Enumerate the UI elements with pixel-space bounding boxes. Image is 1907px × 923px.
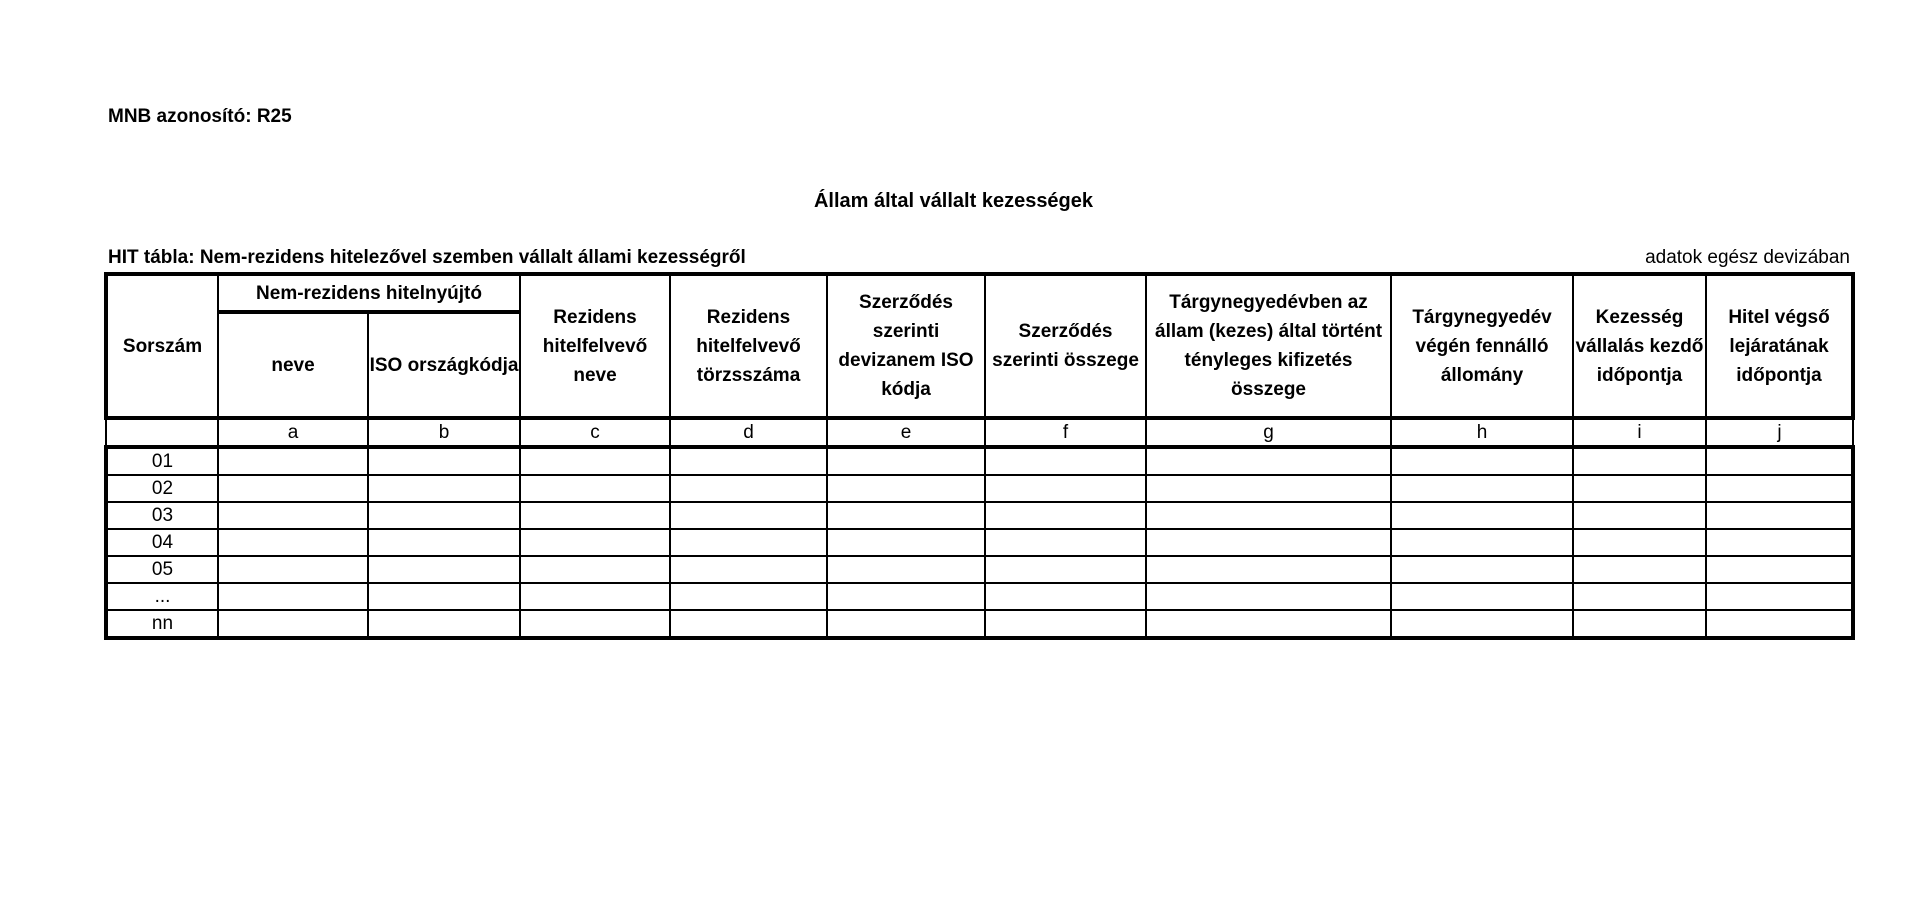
data-cell[interactable] [670, 475, 827, 502]
data-cell[interactable] [670, 502, 827, 529]
hit-table [104, 272, 1855, 640]
data-cell[interactable] [368, 556, 520, 583]
data-cell[interactable] [985, 556, 1146, 583]
row-number: nn [106, 610, 218, 638]
data-cell[interactable] [1391, 583, 1573, 610]
letter-cell: c [520, 418, 670, 447]
data-cell[interactable] [827, 610, 985, 638]
data-cell[interactable] [218, 610, 368, 638]
data-cell[interactable] [1146, 610, 1391, 638]
data-cell[interactable] [1706, 610, 1853, 638]
data-cell[interactable] [1573, 502, 1706, 529]
data-cell[interactable] [1391, 529, 1573, 556]
data-cell[interactable] [218, 583, 368, 610]
data-cell[interactable] [1706, 502, 1853, 529]
header-col-j: Hitel végső lejáratának időpontja [1706, 274, 1853, 418]
letter-cell: a [218, 418, 368, 447]
data-cell[interactable] [827, 556, 985, 583]
data-cell[interactable] [368, 447, 520, 475]
data-cell[interactable] [985, 529, 1146, 556]
letter-cell: i [1573, 418, 1706, 447]
table-row [106, 447, 1853, 475]
data-cell[interactable] [218, 556, 368, 583]
data-cell[interactable] [985, 475, 1146, 502]
data-cell[interactable] [985, 447, 1146, 475]
data-cell[interactable] [985, 610, 1146, 638]
data-cell[interactable] [1573, 583, 1706, 610]
letter-cell: d [670, 418, 827, 447]
data-cell[interactable] [985, 502, 1146, 529]
data-cell[interactable] [520, 610, 670, 638]
data-cell[interactable] [1146, 556, 1391, 583]
data-cell[interactable] [218, 447, 368, 475]
data-cell[interactable] [985, 583, 1146, 610]
data-cell[interactable] [1706, 529, 1853, 556]
data-cell[interactable] [1706, 475, 1853, 502]
data-cell[interactable] [1391, 556, 1573, 583]
data-cell[interactable] [827, 529, 985, 556]
header-col-e: Szerződés szerinti devizanem ISO kódja [827, 274, 985, 418]
data-cell[interactable] [368, 502, 520, 529]
table-row [106, 502, 1853, 529]
header-group-lender: Nem-rezidens hitelnyújtó [218, 274, 520, 312]
table-row [106, 583, 1853, 610]
letter-cell: g [1146, 418, 1391, 447]
header-col-b: ISO országkódja [368, 312, 520, 418]
header-col-i: Kezesség vállalás kezdő időpontja [1573, 274, 1706, 418]
data-cell[interactable] [827, 502, 985, 529]
data-rows [106, 447, 1853, 638]
data-cell[interactable] [670, 447, 827, 475]
data-cell[interactable] [1706, 556, 1853, 583]
header-col-a: neve [218, 312, 368, 418]
letter-cell: h [1391, 418, 1573, 447]
data-cell[interactable] [827, 583, 985, 610]
data-cell[interactable] [520, 502, 670, 529]
header-col-d: Rezidens hitelfelvevő törzsszáma [670, 274, 827, 418]
letter-row [106, 418, 1853, 447]
row-number: 04 [106, 529, 218, 556]
data-cell[interactable] [1146, 583, 1391, 610]
data-cell[interactable] [1391, 475, 1573, 502]
data-cell[interactable] [1573, 556, 1706, 583]
header-col-c: Rezidens hitelfelvevő neve [520, 274, 670, 418]
units-note: adatok egész devizában [1645, 247, 1850, 268]
letter-cell-empty [106, 418, 218, 447]
data-cell[interactable] [1391, 610, 1573, 638]
data-cell[interactable] [1391, 502, 1573, 529]
table-header [106, 274, 1853, 418]
header-col-g: Tárgynegyedévben az állam (kezes) által történt tényleges kifizetés összege [1146, 274, 1391, 418]
data-cell[interactable] [1391, 447, 1573, 475]
data-cell[interactable] [520, 447, 670, 475]
data-cell[interactable] [827, 475, 985, 502]
data-cell[interactable] [1146, 502, 1391, 529]
letter-cell: e [827, 418, 985, 447]
row-number: ... [106, 583, 218, 610]
data-cell[interactable] [670, 556, 827, 583]
data-cell[interactable] [218, 529, 368, 556]
data-cell[interactable] [1706, 447, 1853, 475]
row-number: 05 [106, 556, 218, 583]
data-cell[interactable] [368, 475, 520, 502]
data-cell[interactable] [368, 610, 520, 638]
data-cell[interactable] [827, 447, 985, 475]
data-cell[interactable] [520, 556, 670, 583]
data-cell[interactable] [218, 475, 368, 502]
mnb-identifier: MNB azonosító: R25 [108, 106, 292, 127]
data-cell[interactable] [1573, 610, 1706, 638]
data-cell[interactable] [670, 583, 827, 610]
table-row [106, 475, 1853, 502]
data-cell[interactable] [520, 583, 670, 610]
data-cell[interactable] [368, 529, 520, 556]
table-subtitle: HIT tábla: Nem-rezidens hitelezővel szemben vállalt állami kezességről [108, 247, 746, 268]
data-cell[interactable] [1706, 583, 1853, 610]
data-cell[interactable] [670, 529, 827, 556]
letter-cell: j [1706, 418, 1853, 447]
letter-cell: b [368, 418, 520, 447]
data-cell[interactable] [1146, 475, 1391, 502]
header-col-h: Tárgynegyedév végén fennálló állomány [1391, 274, 1573, 418]
row-number: 02 [106, 475, 218, 502]
data-cell[interactable] [368, 583, 520, 610]
data-cell[interactable] [520, 529, 670, 556]
letter-cell: f [985, 418, 1146, 447]
data-cell[interactable] [1573, 447, 1706, 475]
page-title: Állam által vállalt kezességek [813, 190, 1094, 212]
data-cell[interactable] [520, 475, 670, 502]
data-cell[interactable] [1573, 529, 1706, 556]
data-cell[interactable] [1146, 447, 1391, 475]
table-row [106, 610, 1853, 638]
row-number: 03 [106, 502, 218, 529]
header-sorszam: Sorszám [106, 274, 218, 418]
table-row [106, 556, 1853, 583]
data-cell[interactable] [670, 610, 827, 638]
row-number: 01 [106, 447, 218, 475]
data-cell[interactable] [1573, 475, 1706, 502]
data-cell[interactable] [218, 502, 368, 529]
header-col-f: Szerződés szerinti összege [985, 274, 1146, 418]
table-row [106, 529, 1853, 556]
data-cell[interactable] [1146, 529, 1391, 556]
